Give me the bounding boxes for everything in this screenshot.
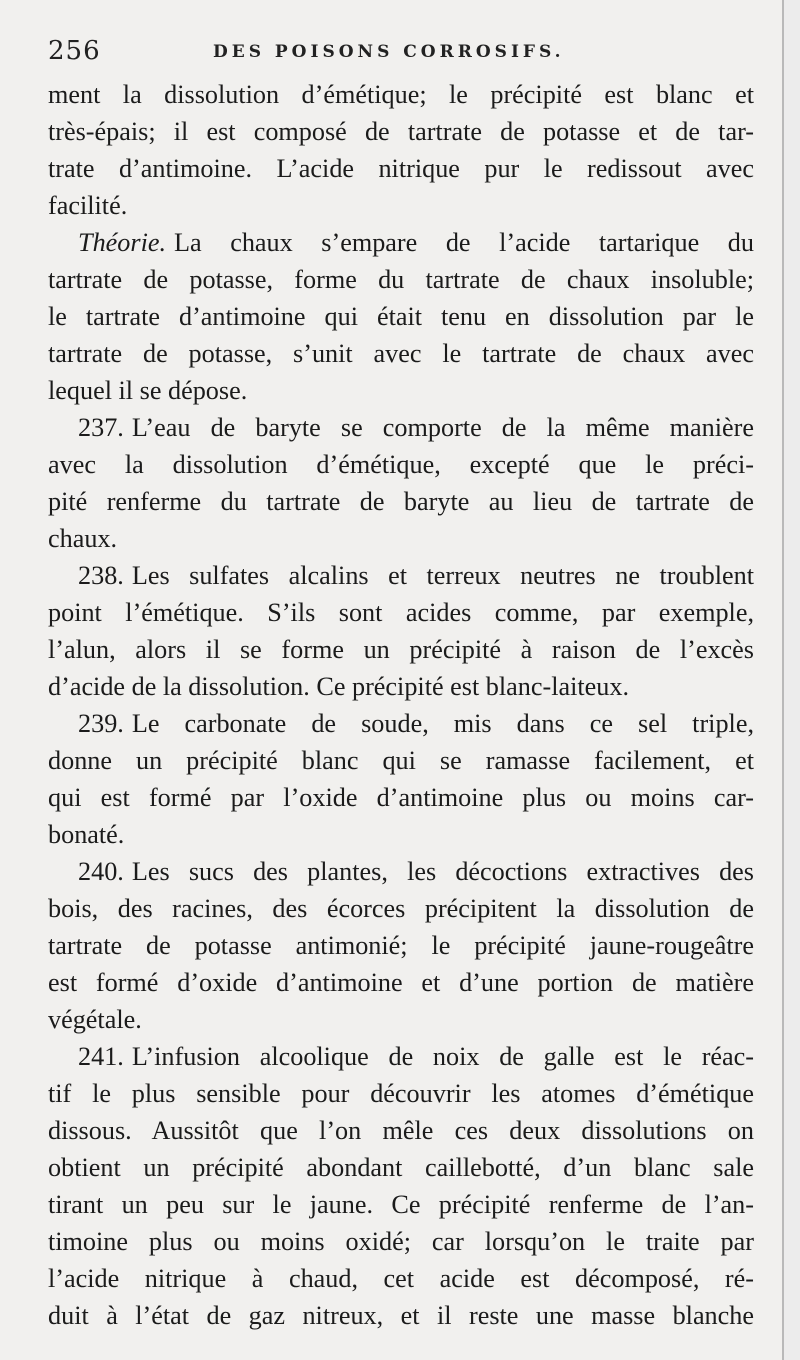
- text-line: végétale.: [48, 1005, 142, 1034]
- paragraph-238: [48, 557, 754, 705]
- text-line: tartrate de potasse, forme du tartrate de chaux insoluble;: [48, 265, 754, 294]
- text-line: chaux.: [48, 524, 118, 553]
- text-line: tirant un peu sur le jaune. Ce précipité renferme de l’an-: [48, 1190, 754, 1219]
- page-header: [48, 36, 770, 72]
- text-line: ment la dissolution d’émétique; le précipité est blanc et: [48, 80, 754, 109]
- text-line: l’alun, alors il se forme un précipité à raison de l’excès: [48, 635, 754, 664]
- text-line: tartrate de potasse, s’unit avec le tartrate de chaux avec: [48, 339, 754, 368]
- paragraph-number: 240.: [78, 857, 124, 886]
- line-text: Le carbonate de soude, mis dans ce sel triple,: [131, 709, 754, 738]
- paragraph-number: 238.: [78, 561, 124, 590]
- text-line: point l’émétique. S’ils sont acides comme, par exemple,: [48, 598, 754, 627]
- line-text: L’infusion alcoolique de noix de galle est le réac-: [131, 1042, 754, 1071]
- paragraph-237: [48, 409, 754, 557]
- text-line: qui est formé par l’oxide d’antimoine plus ou moins car-: [48, 783, 754, 812]
- text-line: [48, 557, 754, 594]
- text-line: lequel il se dépose.: [48, 376, 248, 405]
- text-line: bonaté.: [48, 820, 125, 849]
- text-line: le tartrate d’antimoine qui était tenu en dissolution par le: [48, 302, 754, 331]
- text-line: bois, des racines, des écorces précipitent la dissolution de: [48, 894, 754, 923]
- running-title: DES POISONS CORROSIFS.: [213, 42, 565, 62]
- text-line: obtient un précipité abondant caillebotté, d’un blanc sale: [48, 1153, 754, 1182]
- paragraph-label: Théorie.: [78, 228, 167, 257]
- paragraph: [48, 76, 754, 224]
- line-text: Les sucs des plantes, les décoctions extractives des: [131, 857, 754, 886]
- text-line: dissous. Aussitôt que l’on mêle ces deux dissolutions on: [48, 1116, 754, 1145]
- text-line: [48, 409, 754, 446]
- paragraph-241: [48, 1038, 754, 1334]
- text-line: donne un précipité blanc qui se ramasse facilement, et: [48, 746, 754, 775]
- paragraph-number: 241.: [78, 1042, 124, 1071]
- text-line: très-épais; il est composé de tartrate de potasse et de tar-: [48, 117, 754, 146]
- text-line: pité renferme du tartrate de baryte au lieu de tartrate de: [48, 487, 754, 516]
- text-line: tartrate de potasse antimonié; le précipité jaune-rougeâtre: [48, 931, 754, 960]
- text-line: avec la dissolution d’émétique, excepté que le préci-: [48, 450, 754, 479]
- text-line: est formé d’oxide d’antimoine et d’une portion de matière: [48, 968, 754, 997]
- page-number: 256: [48, 36, 101, 66]
- text-line: tif le plus sensible pour découvrir les atomes d’émétique: [48, 1079, 754, 1108]
- paragraph-number: 239.: [78, 709, 124, 738]
- text-line: d’acide de la dissolution. Ce précipité est blanc-laiteux.: [48, 672, 630, 701]
- line-text: Les sulfates alcalins et terreux neutres ne troublent: [131, 561, 754, 590]
- body-text: [48, 76, 754, 1334]
- text-line: trate d’antimoine. L’acide nitrique pur le redissout avec: [48, 154, 754, 183]
- text-line: timoine plus ou moins oxidé; car lorsqu’on le traite par: [48, 1227, 754, 1256]
- paragraph-239: [48, 705, 754, 853]
- text-line: facilité.: [48, 191, 128, 220]
- text-line: [48, 224, 754, 261]
- text-line: [48, 705, 754, 742]
- line-text: La chaux s’empare de l’acide tartarique du: [174, 228, 754, 257]
- text-line: [48, 853, 754, 890]
- text-line: [48, 1038, 754, 1075]
- text-line: l’acide nitrique à chaud, cet acide est décomposé, ré-: [48, 1264, 754, 1293]
- text-line: duit à l’état de gaz nitreux, et il reste une masse blanche: [48, 1301, 754, 1330]
- line-text: L’eau de baryte se comporte de la même manière: [131, 413, 754, 442]
- paragraph-theorie: [48, 224, 754, 409]
- paragraph-240: [48, 853, 754, 1038]
- paragraph-number: 237.: [78, 413, 124, 442]
